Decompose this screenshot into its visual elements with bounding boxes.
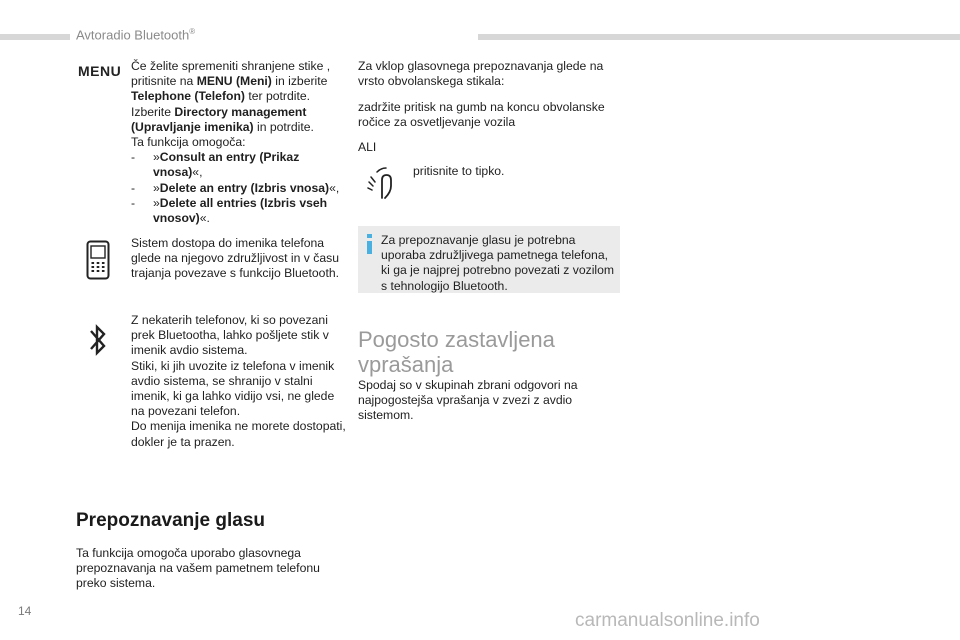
list-dash: - [131,150,136,165]
telephone-term: Telephone (Telefon) [131,89,245,104]
list-term: Delete all entries (Izbris vseh vnosov) [153,195,328,226]
quote-open: » [153,195,160,210]
header-rule-left [0,34,70,40]
text-run: Če želite spremeniti shranjene stike , pritisnite na [131,59,331,89]
voice-touch-icon [366,166,402,200]
touch-key-text: pritisnite to tipko. [413,164,505,178]
bt-line: Do menija imenika ne morete dostopati, dokler je ta prazen. [131,419,346,449]
directory-management-term: Directory management (Upravljanje imenika) [131,104,307,134]
info-marker-icon [366,234,374,254]
quote-open: » [153,150,160,165]
registered-mark: ® [189,27,196,36]
mobile-phone-icon [86,240,110,280]
list-item [131,196,346,226]
list-dash: - [131,195,136,210]
function-list [131,150,346,226]
list-item [131,150,346,180]
text-run: in izberite [271,74,328,89]
directory-instructions [131,59,346,226]
bt-line: Stiki, ki jih uvozite iz telefona v imenik avdio sistema, se shranijo v stalni imenik, ki ga lahko vidijo vsi, ne glede na povezani telefon. [131,358,335,419]
text-run: Izberite [131,104,175,119]
menu-icon: MENU [78,63,122,79]
quote-open: » [153,180,160,195]
phone-directory-text: Sistem dostopa do imenika telefona glede na njegovo združljivost in v času trajanja povezave s funkcijo Bluetooth. [131,236,339,281]
quote-close: «, [192,165,203,180]
or-label: ALI [358,140,377,154]
info-text: Za prepoznavanje glasu je potrebna uporaba združljivega pametnega telefona, ki ga je najprej potrebno povezati z vozilom s tehnologijo Bluetooth. [381,233,615,293]
directory-paragraph [131,59,346,150]
text-run: ter potrdite. [244,89,311,104]
page-number: 14 [18,604,32,618]
voice-recognition-text: Ta funkcija omogoča uporabo glasovnega prepoznavanja na vašem pametnem telefonu preko sistema. [76,546,320,591]
bt-line: Z nekaterih telefonov, ki so povezani prek Bluetootha, lahko pošljete stik v imenik avdio sistema. [131,313,329,358]
list-term: Delete an entry (Izbris vnosa) [159,180,330,195]
list-dash: - [131,180,136,195]
quote-close: «, [329,180,340,195]
faq-text: Spodaj so v skupinah zbrani odgovori na najpogostejša vprašanja v zvezi z avdio sistemom. [358,378,578,423]
voice-activation-intro: Za vklop glasovnega prepoznavanja glede na vrsto obvolanskega stikala: [358,59,604,89]
text-run: Ta funkcija omogoča: [131,135,246,150]
list-term: Consult an entry (Prikaz vnosa) [153,150,300,180]
list-item [131,181,346,196]
running-header-text: Avtoradio Bluetooth [76,27,190,43]
watermark: carmanualsonline.info [575,610,760,631]
bluetooth-icon [88,322,108,358]
bluetooth-contacts-text [131,313,346,450]
text-run: in potrdite. [253,119,314,134]
faq-title: Pogosto zastavljena vprašanja [358,327,555,377]
header-rule-right [478,34,960,40]
voice-activation-step: zadržite pritisk na gumb na koncu obvolanske ročice za osvetljevanje vozila [358,100,605,130]
voice-recognition-title: Prepoznavanje glasu [76,510,266,531]
quote-close: «. [199,211,210,226]
running-header [76,27,195,42]
menu-term: MENU (Meni) [196,74,272,89]
